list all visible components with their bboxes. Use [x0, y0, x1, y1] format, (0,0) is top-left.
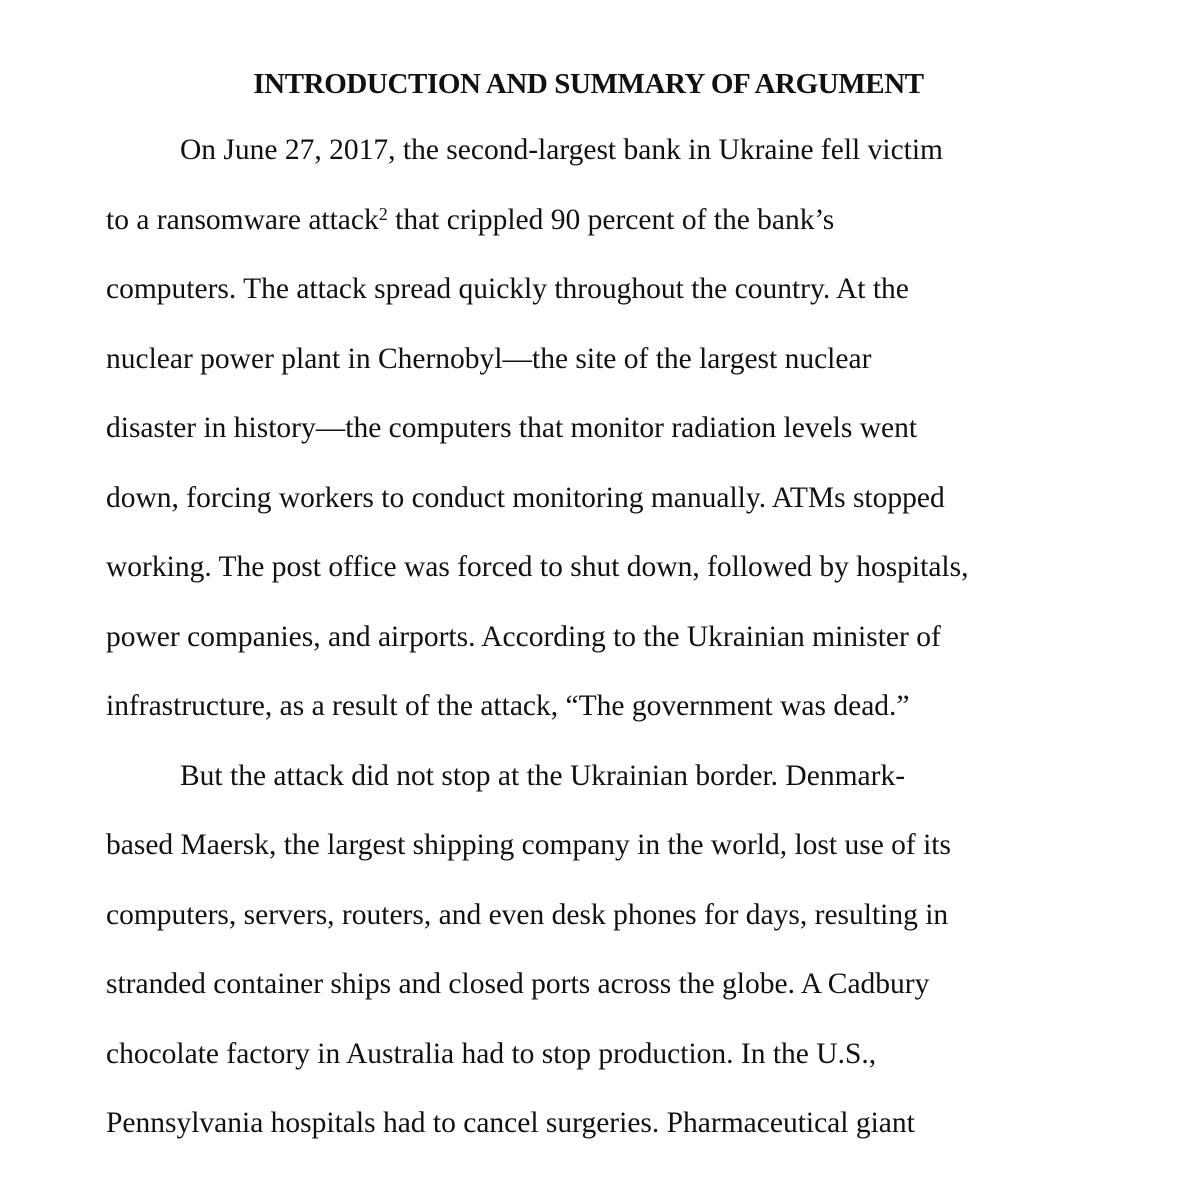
paragraph-2-line-6: Pennsylvania hospitals had to cancel surgeries. Pharmaceutical giant	[106, 1107, 915, 1139]
paragraph-2-line-2: based Maersk, the largest shipping company in the world, lost use of its	[106, 829, 951, 861]
paragraph-1-line-3: computers. The attack spread quickly throughout the country. At the	[106, 273, 909, 305]
paragraph-2-line-5: chocolate factory in Australia had to stop production. In the U.S.,	[106, 1038, 877, 1070]
paragraph-1-line-4: nuclear power plant in Chernobyl—the site of the largest nuclear	[106, 343, 872, 375]
paragraph-1-line-5: disaster in history—the computers that monitor radiation levels went	[106, 412, 918, 444]
paragraph-2-line-4: stranded container ships and closed ports across the globe. A Cadbury	[106, 968, 930, 1000]
paragraph-1-line-8: power companies, and airports. According to the Ukrainian minister of	[106, 621, 941, 653]
paragraph-1-line-7: working. The post office was forced to shut down, followed by hospitals,	[106, 551, 969, 583]
paragraph-2-line-3: computers, servers, routers, and even desk phones for days, resulting in	[106, 899, 949, 931]
paragraph-1-line-2	[106, 202, 834, 241]
paragraph-2-line-1: But the attack did not stop at the Ukrainian border. Denmark-	[180, 760, 906, 792]
paragraph-1-line-1: On June 27, 2017, the second-largest bank in Ukraine fell victim	[180, 134, 943, 166]
section-heading: INTRODUCTION AND SUMMARY OF ARGUMENT	[253, 68, 924, 100]
line-text: to a ransomware attack	[106, 204, 379, 236]
footnote-reference[interactable]: 2	[378, 204, 388, 224]
line-text: that crippled 90 percent of the bank’s	[395, 204, 835, 236]
paragraph-1-line-6: down, forcing workers to conduct monitoring manually. ATMs stopped	[106, 482, 945, 514]
paragraph-1-line-9: infrastructure, as a result of the attack, “The government was dead.”	[106, 690, 910, 722]
